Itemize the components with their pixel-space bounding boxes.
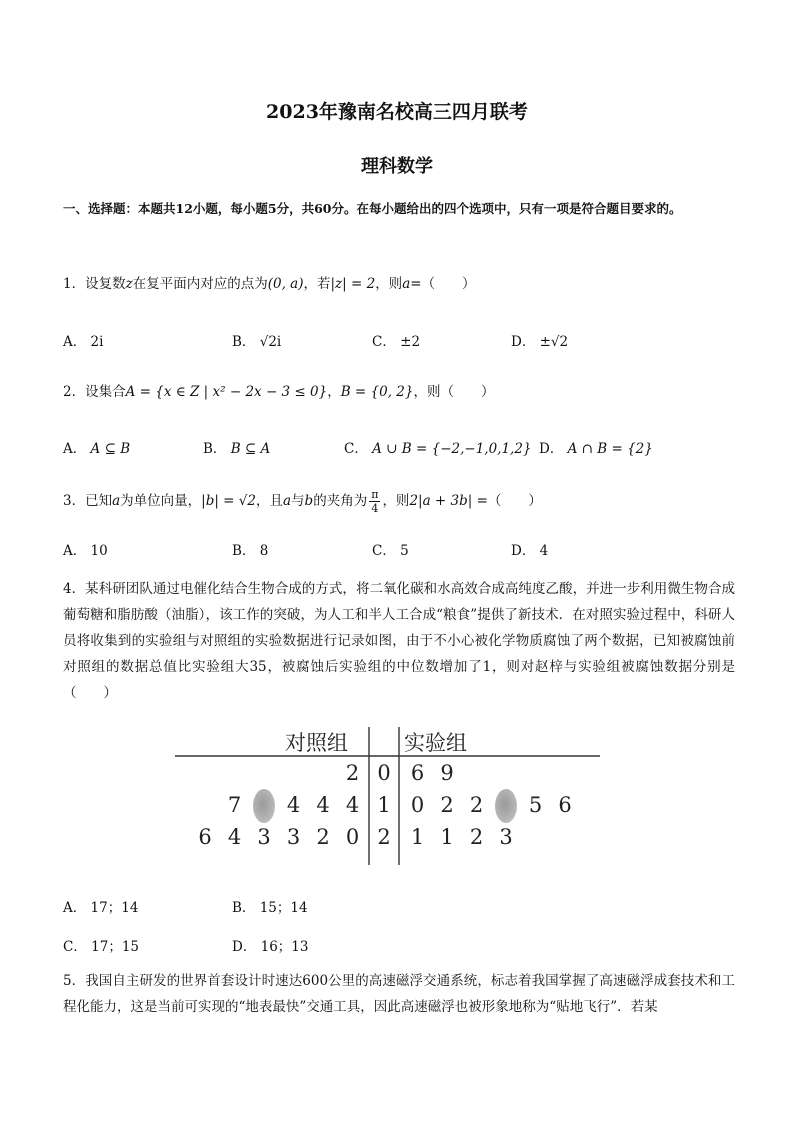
plot-leaf-left: 4: [227, 825, 242, 849]
q1-text-c: ，若: [303, 276, 331, 292]
option-value: 17；14: [90, 900, 139, 916]
plot-header-control: 对照组: [285, 731, 348, 755]
q1-text-d: ，则: [375, 276, 403, 292]
q1-condition: |z| = 2: [330, 276, 376, 292]
plot-leaf-left: 0: [345, 825, 360, 849]
q3-text-f: ，则: [382, 493, 410, 509]
q3-text-b: 为单位向量，: [120, 493, 202, 509]
option-value: 2i: [90, 334, 104, 350]
plot-leaf-right: 0: [410, 793, 425, 817]
option-letter: B．: [232, 900, 256, 916]
q3-angle-fraction: [369, 488, 380, 515]
plot-leaf-left: 4: [286, 793, 301, 817]
plot-header-experiment: 实验组: [404, 731, 467, 755]
q2-option-b[interactable]: [203, 437, 270, 457]
plot-corroded-blot: [495, 789, 517, 823]
plot-leaf-left: 2: [345, 761, 360, 785]
plot-leaf-left: 3: [286, 825, 301, 849]
q3-option-a[interactable]: [63, 539, 108, 559]
q3-text-e: 的夹角为: [313, 493, 368, 509]
option-letter: B．: [232, 334, 256, 350]
option-letter: D．: [539, 441, 564, 457]
q3-cond-b: |b| = √2: [201, 493, 256, 509]
option-value: ±2: [400, 334, 421, 350]
plot-stem: 1: [377, 793, 391, 817]
fraction-denominator: 4: [371, 502, 379, 515]
plot-leaf-right: 5: [528, 793, 543, 817]
plot-leaf-right: 2: [440, 793, 454, 817]
q2-text-a: 2．设集合: [63, 384, 126, 400]
q3-option-c[interactable]: [372, 539, 409, 559]
plot-leaf-right: 6: [558, 793, 572, 817]
q3-text-g: （ ）: [487, 493, 542, 509]
q1-point: (0, a): [267, 276, 304, 292]
option-letter: A．: [63, 900, 87, 916]
q1-text-e: =（ ）: [410, 276, 476, 292]
option-letter: A．: [63, 543, 87, 559]
q3-text-c: ，且: [255, 493, 283, 509]
option-value: 5: [400, 543, 409, 559]
plot-leaf-left: 4: [316, 793, 330, 817]
q4-option-d[interactable]: [232, 935, 308, 955]
question-2: [63, 380, 494, 400]
exam-title: 2023年豫南名校高三四月联考: [266, 101, 528, 123]
question-1: [63, 272, 476, 292]
question-3: [63, 488, 542, 515]
plot-leaf-right: 2: [469, 793, 484, 817]
plot-stem: 2: [377, 825, 391, 849]
option-value: A ∩ B = {2}: [567, 441, 653, 457]
option-letter: C．: [344, 441, 368, 457]
q1-option-b[interactable]: [232, 330, 281, 350]
q3-text-d: 与: [291, 493, 305, 509]
q2-set-a: A = {x ∈ Z | x² − 2x − 3 ≤ 0}: [125, 384, 328, 400]
q2-option-d[interactable]: [539, 437, 653, 457]
question-4: 4．某科研团队通过电催化结合生物合成的方式，将二氧化碳和水高效合成高纯度乙酸，并进一步利用微生物合成葡萄糖和脂肪酸（油脂），该工作的突破，为人工和半人工合成“粮食”提供了新技术．在对照实验过程中，科研人员将收集到的实验组与对照组的实验数据进行记录如图，由于不小心被化学物质腐蚀了两个数据，已知被腐蚀前对照组的数据总值比实验组大35，被腐蚀后实验组的中位数增加了1，则对赵梓与实验组被腐蚀数据分别是（ ）: [63, 581, 735, 701]
option-value: A ∪ B = {−2,−1,0,1,2}: [372, 441, 532, 457]
plot-leaf-right: 2: [469, 825, 484, 849]
q3-text-a: 3．已知: [63, 493, 113, 509]
option-letter: D．: [511, 543, 536, 559]
section-heading: 一、选择题：本题共12小题，每小题5分，共60分。在每小题给出的四个选项中，只有一项是符合题目要求的。: [63, 201, 682, 216]
option-value: 16；13: [260, 939, 309, 955]
option-value: 4: [539, 543, 549, 559]
stem-leaf-plot: [170, 725, 610, 870]
option-value: B ⊆ A: [230, 441, 271, 457]
q1-var-z: z: [125, 276, 133, 292]
q2-sep: ，: [327, 384, 341, 400]
plot-stem: 0: [377, 761, 391, 785]
plot-leaf-right: 6: [410, 761, 425, 785]
q1-var-a: a: [402, 276, 411, 292]
option-letter: D．: [232, 939, 257, 955]
fraction-numerator: π: [371, 488, 379, 501]
q3-option-b[interactable]: [232, 539, 268, 559]
q4-option-b[interactable]: [232, 896, 308, 916]
q2-set-b: B = {0, 2}: [340, 384, 414, 400]
q1-option-d[interactable]: [511, 330, 568, 350]
option-letter: A．: [63, 441, 87, 457]
q3-vec-a2: a: [282, 493, 292, 509]
plot-leaf-left: 6: [198, 825, 212, 849]
option-letter: D．: [511, 334, 536, 350]
q1-option-c[interactable]: [372, 330, 420, 350]
option-value: 8: [259, 543, 269, 559]
option-letter: B．: [232, 543, 256, 559]
plot-leaf-right: 1: [410, 825, 425, 849]
option-letter: A．: [63, 334, 87, 350]
plot-leaf-right: 3: [499, 825, 513, 849]
q3-vec-b: b: [304, 493, 314, 509]
plot-leaf-left: 7: [227, 793, 242, 817]
plot-leaf-right: 1: [440, 825, 454, 849]
q1-option-a[interactable]: [63, 330, 103, 350]
q1-text-a: 1．设复数: [63, 276, 126, 292]
q3-expression: 2|a + 3b| =: [409, 493, 488, 509]
plot-leaf-left: 3: [257, 825, 271, 849]
plot-leaf-left: 2: [316, 825, 330, 849]
q3-option-d[interactable]: [511, 539, 548, 559]
option-letter: B．: [203, 441, 227, 457]
exam-subtitle: 理科数学: [361, 156, 433, 177]
option-value: √2i: [259, 334, 282, 350]
question-5: 5．我国自主研发的世界首套设计时速达600公里的高速磁浮交通系统，标志着我国掌握了高速磁浮成套技术和工程化能力，这是当前可实现的“地表最快”交通工具，因此高速磁浮也被形象地称为“贴地飞行”．若某: [63, 973, 735, 1015]
option-value: 15；14: [259, 900, 308, 916]
plot-leaf-left: 4: [345, 793, 360, 817]
option-letter: C．: [63, 939, 87, 955]
option-letter: C．: [372, 543, 396, 559]
option-value: A ⊆ B: [90, 441, 131, 457]
option-value: ±√2: [539, 334, 569, 350]
plot-leaf-right: 9: [440, 761, 454, 785]
plot-corroded-blot: [253, 789, 275, 823]
q2-option-c[interactable]: [344, 437, 532, 457]
option-value: 10: [90, 543, 108, 559]
q2-option-a[interactable]: [63, 437, 130, 457]
q3-vec-a: a: [112, 493, 121, 509]
option-letter: C．: [372, 334, 396, 350]
option-value: 17；15: [91, 939, 139, 955]
q1-text-b: 在复平面内对应的点为: [132, 276, 268, 292]
q2-text-b: ，则（ ）: [413, 384, 495, 400]
q4-option-c[interactable]: [63, 935, 139, 955]
q4-option-a[interactable]: [63, 896, 138, 916]
